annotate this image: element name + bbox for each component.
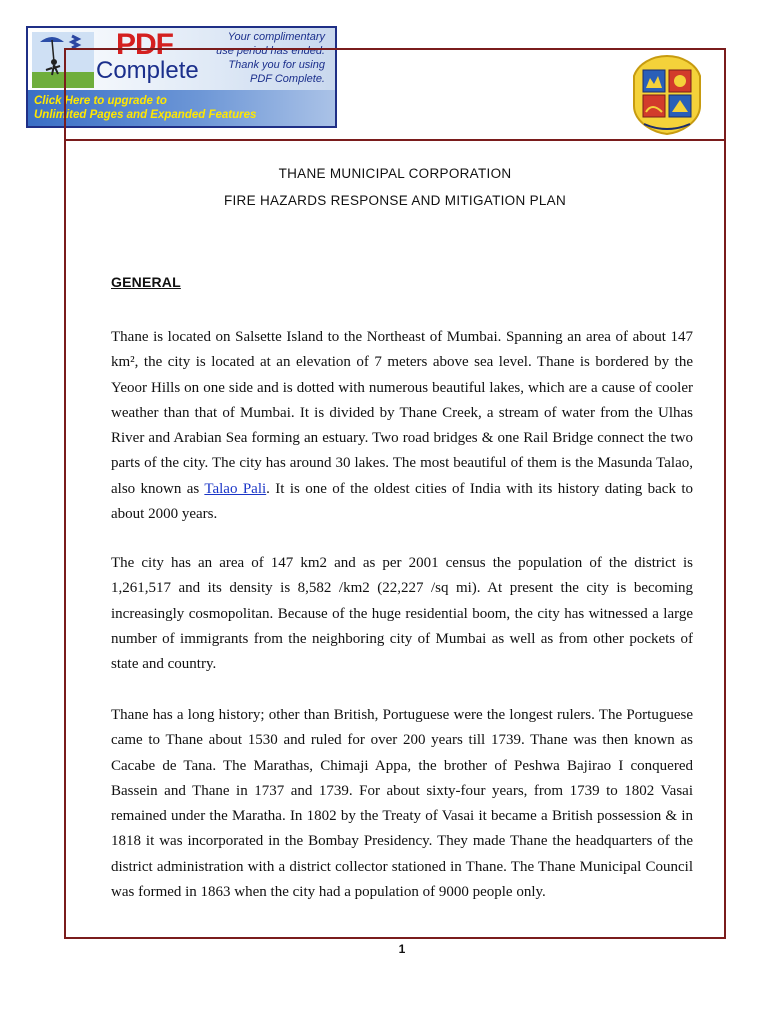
page-number: 1 (398, 942, 406, 956)
message-line: Thank you for using (228, 59, 325, 71)
message-line: Your complimentary (227, 31, 325, 43)
talao-pali-link[interactable]: Talao Pali (204, 480, 267, 497)
paragraph-history: Thane has a long history; other than British, Portuguese were the longest rulers. The Portuguese came to Thane about 1530 and ruled for over 200 years till 1739. Thane was then known as Cacabe de Tana. The Marathas, Chimaji Appa, the brother of Peshwa Bajirao I conquered Bassein and Thane in 1737 and 1739. For about sixty-four years, from 1739 to 1802 Vasai remained under the Maratha. In 1802 by the Treaty of Vasai it became a British possession & in 1818 it was incorporated in the Bombay Presidency. They made Thane the headquarters of the district administration with a district collector stationed in Thane. The Thane Municipal Council was formed in 1863 when the city had a population of 9000 people only. (111, 707, 693, 901)
municipal-emblem-icon (630, 54, 704, 136)
section-heading: GENERAL (111, 274, 181, 290)
paragraph-text: Thane is located on Salsette Island to the Northeast of Mumbai. Spanning an area of about 147 km², the city is located at an elevation of 7 meters above sea level. Thane is bordered by the Yeoor Hills on one side and is dotted with numerous beautiful lakes, which are a cause of cooler weather than that of Mumbai. It is divided by Thane Creek, a stream of water from the Ulhas River and Arabian Sea forming an estuary. Two road bridges & one Rail Bridge connect the two parts of the city. The city has around 30 lakes. The most beautiful of them is the Masunda Talao, also known as (111, 329, 693, 497)
paragraph-geography (111, 325, 693, 527)
message-line: PDF Complete. (250, 73, 325, 85)
complete-logo-text: Complete (96, 57, 199, 84)
document-title: THANE MUNICIPAL CORPORATION (278, 166, 512, 181)
document-subtitle: FIRE HAZARDS RESPONSE AND MITIGATION PLAN (223, 193, 567, 208)
paragraph-text: . It is one of the oldest cities of India with its history dating back to about 2000 years. (111, 480, 693, 523)
upgrade-link-line[interactable]: Click Here to upgrade to (34, 95, 167, 107)
upgrade-link-line[interactable]: Unlimited Pages and Expanded Features (34, 109, 257, 121)
paragraph-population: The city has an area of 147 km2 and as per 2001 census the population of the district is 1,261,517 and its density is 8,582 /km2 (22,227 /sq mi). At present the city is becoming increasingly cosmopolitan. Because of the huge residential boom, the city has witnessed a large number of immigrants from the neighboring city of Mumbai as well as from other pockets of state and country. (111, 555, 693, 673)
message-line: use period has ended. (216, 45, 325, 57)
pdf-logo-text: PDF (116, 28, 173, 61)
header-divider (64, 139, 726, 141)
